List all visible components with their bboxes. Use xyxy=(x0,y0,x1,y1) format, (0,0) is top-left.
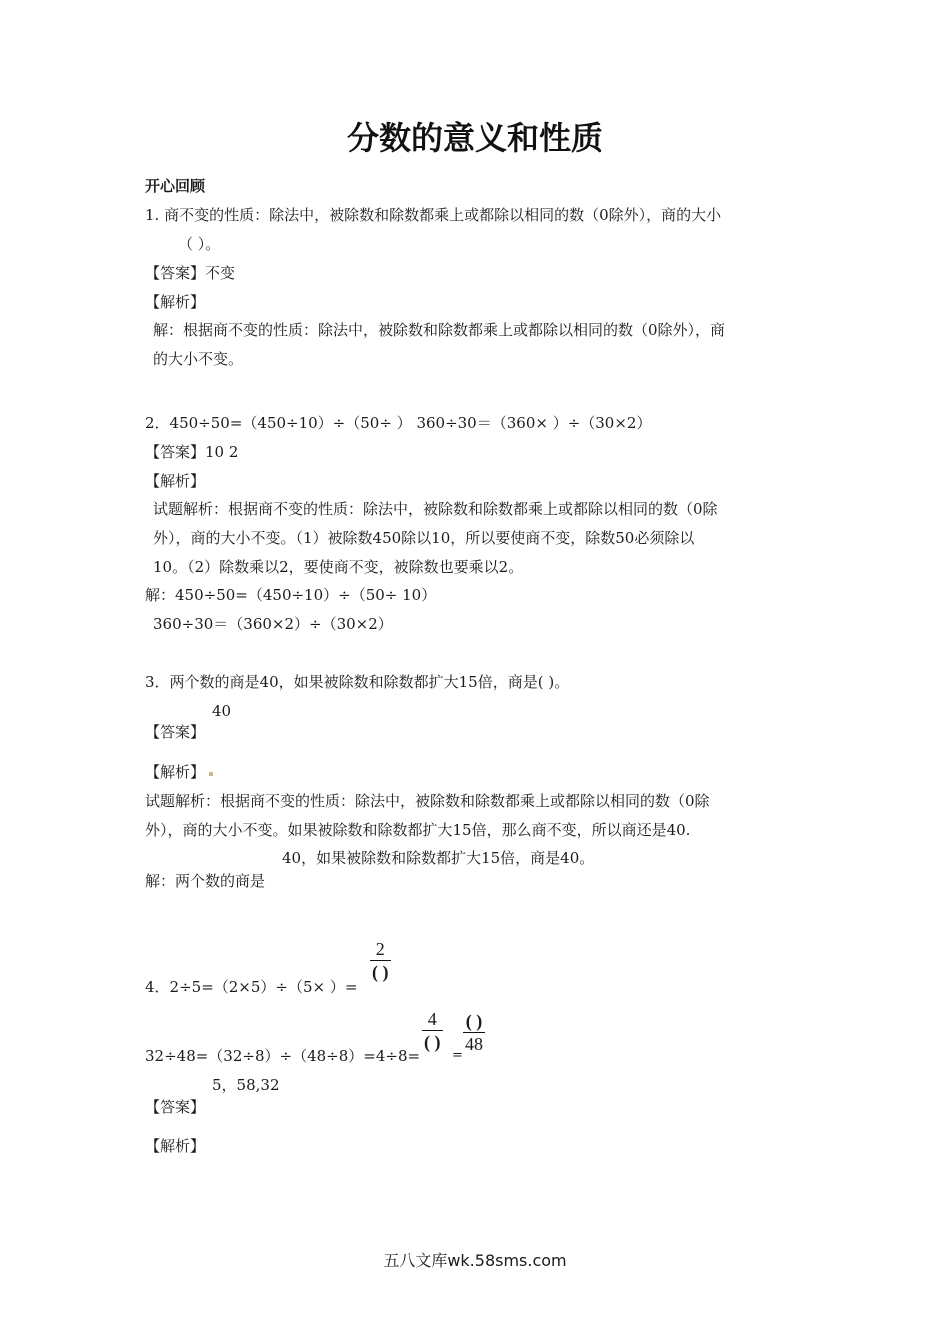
page-footer: 五八文库wk.58sms.com xyxy=(383,1251,567,1270)
q2-analysis-label: 【解析】 xyxy=(145,472,206,490)
q2-analysis-line2: 外），商的大小不变。（1）被除数450除以10，所以要使商不变，除数50必须除以 xyxy=(153,529,695,547)
q4-answer-label: 【答案】 xyxy=(145,1098,206,1116)
q2-answer: 【答案】10 2 xyxy=(145,443,239,461)
q4-analysis-label: 【解析】 xyxy=(145,1137,206,1155)
q3-solution-line1: 解：两个数的商是 xyxy=(145,872,266,890)
q3-analysis-label: 【解析】 xyxy=(145,763,206,781)
q3-answer-value: 40 xyxy=(212,702,232,720)
q2-solution-line2: 360÷30＝（360×2）÷（30×2） xyxy=(153,615,393,633)
page-title: 分数的意义和性质 xyxy=(346,119,603,157)
q4-fraction-3-numerator: ( ) xyxy=(465,1011,483,1031)
q1-analysis-label: 【解析】 xyxy=(145,293,206,311)
q2-analysis-line3: 10。（2）除数乘以2，要使商不变，被除数也要乘以2。 xyxy=(153,558,524,576)
q1-line2: （ ）。 xyxy=(178,235,221,253)
q4-fraction-2 xyxy=(422,1008,443,1053)
q4-line1: 4．2÷5=（2×5）÷（5× ）= xyxy=(145,978,358,996)
q1-analysis-line2: 的大小不变。 xyxy=(153,350,244,368)
q4-line2: 32÷48=（32÷8）÷（48÷8）=4÷8= xyxy=(145,1047,421,1065)
q2-analysis-line1: 试题解析：根据商不变的性质：除法中，被除数和除数都乘上或都除以相同的数（0除 xyxy=(153,500,718,518)
q3-answer-label: 【答案】 xyxy=(145,723,206,741)
q4-fraction-1-numerator: 2 xyxy=(375,939,385,959)
q4-fraction-2-numerator: 4 xyxy=(427,1009,437,1029)
q4-equals-sign: = xyxy=(452,1048,463,1063)
q4-answer-value: 5，58,32 xyxy=(212,1076,280,1094)
q3-line1: 3．两个数的商是40，如果被除数和除数都扩大15倍，商是( )。 xyxy=(145,673,570,691)
q4-fraction-2-denominator: ( ) xyxy=(424,1032,441,1052)
stray-mark-dot xyxy=(209,772,213,776)
q3-analysis-line1: 试题解析：根据商不变的性质：除法中，被除数和除数都乘上或都除以相同的数（0除 xyxy=(145,792,710,810)
q3-analysis-line3: 40，如果被除数和除数都扩大15倍，商是40。 xyxy=(282,849,595,867)
q2-solution-line1: 解：450÷50=（450÷10）÷（50÷ 10） xyxy=(145,586,437,604)
q4-fraction-1-denominator: ( ) xyxy=(372,962,389,982)
q2-line1: 2．450÷50=（450÷10）÷（50÷ ） 360÷30＝（360× ）÷（30×2） xyxy=(145,414,652,432)
q1-answer: 【答案】不变 xyxy=(145,264,236,282)
q3-analysis-line2: 外），商的大小不变。如果被除数和除数都扩大15倍，那么商不变，所以商还是40. xyxy=(145,821,691,839)
section-heading: 开心回顾 xyxy=(145,177,206,195)
q1-line1: 1. 商不变的性质：除法中，被除数和除数都乘上或都除以相同的数（0除外），商的大小 xyxy=(145,206,722,224)
q4-fraction-3 xyxy=(463,1010,485,1055)
q4-fraction-3-denominator: 48 xyxy=(465,1034,483,1054)
q1-analysis-line1: 解：根据商不变的性质：除法中，被除数和除数都乘上或都除以相同的数（0除外），商 xyxy=(153,321,726,339)
q4-fraction-1 xyxy=(370,938,391,983)
